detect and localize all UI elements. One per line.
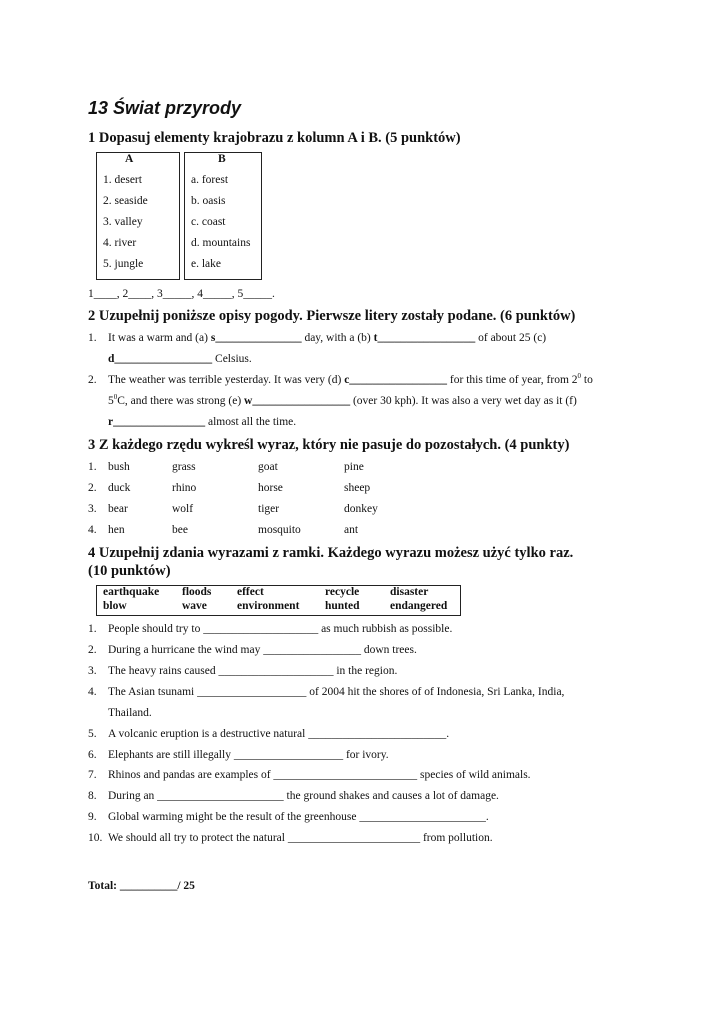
sentence[interactable]: During an ______________________ the ground shakes and causes a lot of damage.: [108, 790, 499, 802]
sentence[interactable]: Global warming might be the result of the greenhouse ______________________.: [108, 811, 489, 823]
sentence[interactable]: People should try to ____________________ as much rubbish as possible.: [108, 623, 453, 635]
word-option[interactable]: mosquito: [258, 524, 301, 536]
word-box-item: endangered: [390, 600, 448, 612]
item-number: 3.: [88, 503, 97, 515]
ex1-answer-blanks[interactable]: 1____, 2____, 3_____, 4_____, 5_____.: [88, 288, 275, 300]
sentence[interactable]: We should all try to protect the natural _______________________ from pollution.: [108, 832, 493, 844]
item-number: 1.: [88, 623, 97, 635]
sentence[interactable]: Rhinos and pandas are examples of _________________________ species of wild animals.: [108, 769, 531, 781]
ex3-heading: 3 Z każdego rzędu wykreśl wyraz, który nie pasuje do pozostałych. (4 punkty): [88, 437, 570, 453]
item-number: 9.: [88, 811, 97, 823]
word-option[interactable]: grass: [172, 461, 196, 473]
col-a-item: 2. seaside: [103, 195, 148, 207]
weather-sentence-1: It was a warm and (a) s_______________ day, with a (b) t_________________ of about 25 (c): [108, 332, 547, 344]
weather-sentence-2: The weather was terrible yesterday. It was very (d) c_________________ for this time of year, from $2^0$ to: [108, 372, 593, 386]
blank-b[interactable]: _________________: [377, 332, 476, 344]
blank-a[interactable]: _______________: [215, 332, 302, 344]
word-option[interactable]: bear: [108, 503, 128, 515]
col-b-item: e. lake: [191, 258, 222, 270]
ex4-heading-points: (10 punktów): [88, 563, 171, 579]
word-option[interactable]: hen: [108, 524, 125, 536]
word-option[interactable]: duck: [108, 482, 131, 494]
word-option[interactable]: bush: [108, 461, 130, 473]
item-number: 4.: [88, 686, 97, 698]
word-option[interactable]: pine: [344, 461, 364, 473]
item-number: 1.: [88, 332, 97, 344]
col-a-item: 5. jungle: [103, 258, 144, 270]
sentence[interactable]: During a hurricane the wind may _________________ down trees.: [108, 644, 417, 656]
sentence[interactable]: Elephants are still illegally ___________________ for ivory.: [108, 749, 389, 761]
word-option[interactable]: bee: [172, 524, 188, 536]
word-option[interactable]: horse: [258, 482, 283, 494]
word-option[interactable]: goat: [258, 461, 278, 473]
word-box-item: floods: [182, 586, 212, 598]
word-box-item: recycle: [325, 586, 360, 598]
col-a-item: 3. valley: [103, 216, 143, 228]
total-score[interactable]: Total: __________/ 25: [88, 880, 195, 892]
col-b-item: d. mountains: [191, 237, 251, 249]
word-option[interactable]: ant: [344, 524, 359, 536]
item-number: 5.: [88, 728, 97, 740]
sentence[interactable]: The heavy rains caused ____________________ in the region.: [108, 665, 398, 677]
word-box-item: environment: [237, 600, 300, 612]
ex1-heading: 1 Dopasuj elementy krajobrazu z kolumn A i B. (5 punktów): [88, 130, 461, 146]
col-b-item: c. coast: [191, 216, 226, 228]
item-number: 1.: [88, 461, 97, 473]
word-option[interactable]: sheep: [344, 482, 371, 494]
word-box-item: effect: [237, 586, 264, 598]
item-number: 4.: [88, 524, 97, 536]
word-option[interactable]: donkey: [344, 503, 378, 515]
item-number: 3.: [88, 665, 97, 677]
item-number: 10.: [88, 832, 103, 844]
column-a-header: A: [125, 153, 134, 165]
col-a-item: 1. desert: [103, 174, 142, 186]
blank-f[interactable]: ________________: [113, 416, 206, 428]
item-number: 6.: [88, 749, 97, 761]
item-number: 8.: [88, 790, 97, 802]
sentence[interactable]: The Asian tsunami ___________________ of 2004 hit the shores of of Indonesia, Sri Lanka, India,: [108, 686, 565, 698]
word-box-item: hunted: [325, 600, 360, 612]
col-a-item: 4. river: [103, 237, 137, 249]
ex2-heading: 2 Uzupełnij poniższe opisy pogody. Pierwsze litery zostały podane. (6 punktów): [88, 308, 576, 324]
sentence: Thailand.: [108, 707, 152, 719]
weather-sentence-2-end: r________________ almost all the time.: [108, 416, 297, 428]
col-b-item: b. oasis: [191, 195, 226, 207]
blank-c[interactable]: _________________: [114, 353, 213, 365]
word-box-item: wave: [182, 600, 207, 612]
word-option[interactable]: tiger: [258, 503, 280, 515]
ex4-heading: 4 Uzupełnij zdania wyrazami z ramki. Każdego wyrazu możesz użyć tylko raz.: [88, 545, 574, 561]
word-box-item: disaster: [390, 586, 429, 598]
col-b-item: a. forest: [191, 174, 229, 186]
column-b-header: B: [218, 153, 226, 165]
page-title: 13 Świat przyrody: [88, 98, 242, 118]
item-number: 2.: [88, 374, 97, 386]
item-number: 2.: [88, 644, 97, 656]
blank-e[interactable]: _________________: [252, 395, 351, 407]
word-box-item: blow: [103, 600, 127, 612]
blank-d[interactable]: _________________: [349, 374, 448, 386]
word-option[interactable]: rhino: [172, 482, 197, 494]
word-option[interactable]: wolf: [172, 503, 194, 515]
sentence[interactable]: A volcanic eruption is a destructive natural ________________________.: [108, 728, 450, 740]
item-number: 7.: [88, 769, 97, 781]
word-box-item: earthquake: [103, 586, 160, 598]
weather-sentence-1-cont: d_________________ Celsius.: [108, 353, 252, 365]
weather-sentence-2-cont: $5^0C$, and there was strong (e) w_________________ (over 30 kph). It was also a very wet day as it (f): [108, 393, 577, 407]
item-number: 2.: [88, 482, 97, 494]
